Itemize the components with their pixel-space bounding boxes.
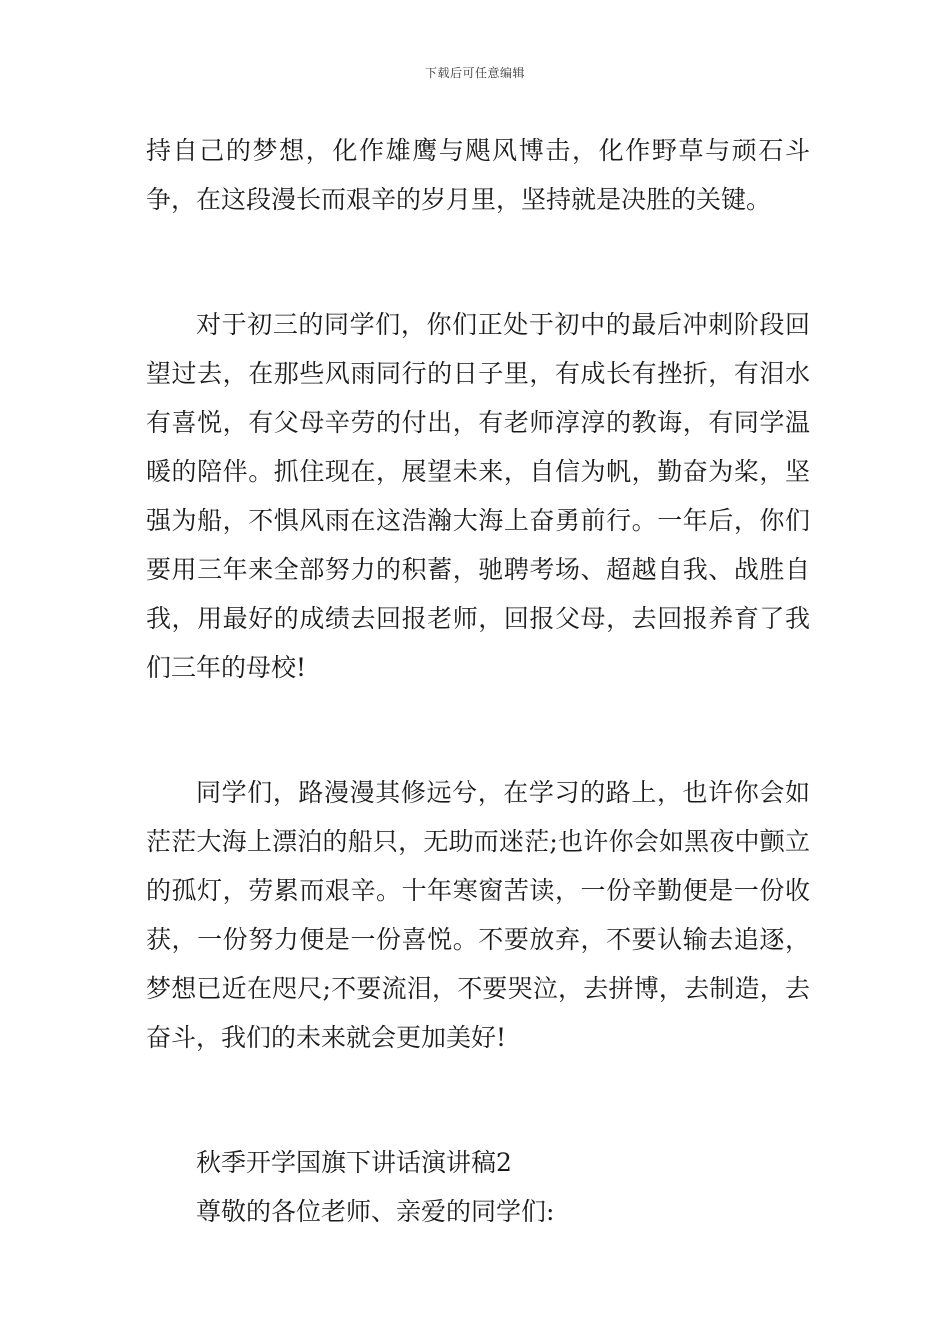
paragraph-continuation: 持自己的梦想，化作雄鹰与飓风博击，化作野草与顽石斗争，在这段漫长而艰辛的岁月里，坚持就是决胜的关键。 <box>146 136 810 214</box>
document-body <box>146 126 810 1236</box>
paragraph-gap <box>146 692 810 768</box>
paragraph-gap <box>146 224 810 300</box>
section-title: 秋季开学国旗下讲话演讲稿2 <box>196 1148 512 1177</box>
paragraph-grade-three: 对于初三的同学们，你们正处于初中的最后冲刺阶段回望过去，在那些风雨同行的日子里，有成长有挫折，有泪水有喜悦，有父母辛劳的付出，有老师淳淳的教诲，有同学温暖的陪伴。抓住现在，展望未来，自信为帆，勤奋为桨，坚强为船，不惧风雨在这浩瀚大海上奋勇前行。一年后，你们要用三年来全部努力的积蓄，驰聘考场、超越自我、战胜自我，用最好的成绩去回报老师，回报父母，去回报养育了我们三年的母校! <box>146 310 810 682</box>
salutation: 尊敬的各位老师、亲爱的同学们: <box>196 1197 555 1226</box>
paragraph-encouragement: 同学们，路漫漫其修远兮，在学习的路上，也许你会如茫茫大海上漂泊的船只，无助而迷茫;也许你会如黑夜中颤立的孤灯，劳累而艰辛。十年寒窗苦读，一份辛勤便是一份收获，一份努力便是一份喜悦。不要放弃，不要认输去追逐，梦想已近在咫尺;不要流泪，不要哭泣，去拼博，去制造，去奋斗，我们的未来就会更加美好! <box>146 778 810 1052</box>
paragraph-gap <box>146 1062 810 1138</box>
header-note: 下载后可任意编辑 <box>424 66 525 80</box>
